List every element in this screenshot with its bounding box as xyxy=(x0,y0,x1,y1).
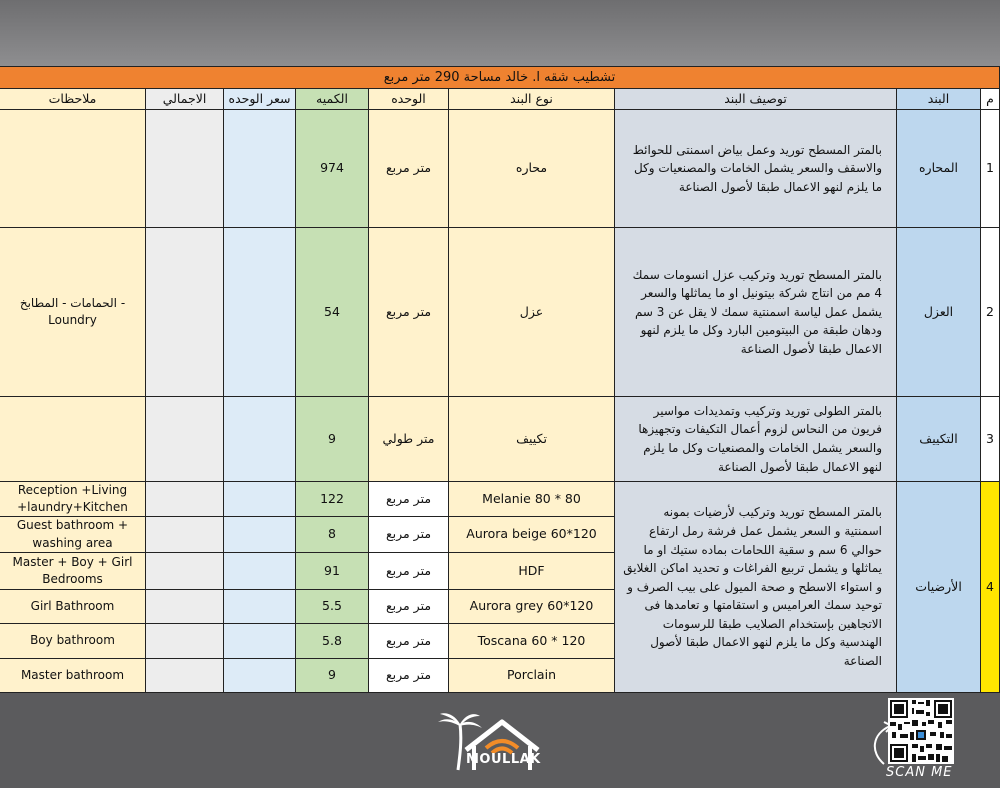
floor-item-1-total xyxy=(146,482,224,517)
floor-item-1-quantity: 122 xyxy=(296,482,369,517)
header-unit-price: سعر الوحده xyxy=(224,89,296,110)
row-2-band: العزل xyxy=(897,228,981,397)
row-3-total xyxy=(146,397,224,482)
row-3-quantity: 9 xyxy=(296,397,369,482)
row-1-total xyxy=(146,110,224,228)
floor-item-6-type: Porclain xyxy=(449,659,615,693)
top-banner xyxy=(0,0,1000,66)
header-number: م xyxy=(981,89,1000,110)
row-1-unit: متر مربع xyxy=(369,110,449,228)
floor-item-4-type: Aurora grey 60*120 xyxy=(449,590,615,624)
floor-item-5-notes: Boy bathroom xyxy=(0,624,146,659)
quotation-sheet xyxy=(0,66,1000,693)
row-4-number: 4 xyxy=(981,482,1000,693)
floor-item-4-quantity: 5.5 xyxy=(296,590,369,624)
floor-item-3-unit-price xyxy=(224,553,296,590)
sheet-title: تشطيب شقه ا. خالد مساحة 290 متر مربع xyxy=(0,66,1000,89)
header-description: توصيف البند xyxy=(615,89,897,110)
header-unit: الوحده xyxy=(369,89,449,110)
row-1-number: 1 xyxy=(981,110,1000,228)
floor-item-3-total xyxy=(146,553,224,590)
floor-item-5-quantity: 5.8 xyxy=(296,624,369,659)
scan-me-label: SCAN ME xyxy=(886,765,953,780)
floor-item-1-unit: متر مربع xyxy=(369,482,449,517)
header-band: البند xyxy=(897,89,981,110)
row-2-description: بالمتر المسطح توريد وتركيب عزل انسومات سمك 4 مم من انتاج شركة بيتونيل او ما يماثلها والسعر يشمل عمل لياسة اسمنتية سمك لا يقل عن 3 سم ودهان طبقة من البيتومين البارد وكل ما يلزم لنهو الاعمال طبقا لأصول الصناعة xyxy=(615,228,897,397)
row-3-unit: متر طولي xyxy=(369,397,449,482)
header-total: الاجمالي xyxy=(146,89,224,110)
row-2-quantity: 54 xyxy=(296,228,369,397)
row-3-number: 3 xyxy=(981,397,1000,482)
floor-item-2-notes: Guest bathroom + washing area xyxy=(0,517,146,553)
floor-item-3-type: HDF xyxy=(449,553,615,590)
header-item-type: نوع البند xyxy=(449,89,615,110)
floor-item-2-total xyxy=(146,517,224,553)
floor-item-6-quantity: 9 xyxy=(296,659,369,693)
logo-text: MOULLAK xyxy=(466,752,541,767)
floor-item-4-total xyxy=(146,590,224,624)
row-1-notes xyxy=(0,110,146,228)
floor-item-4-notes: Girl Bathroom xyxy=(0,590,146,624)
floor-item-6-unit: متر مربع xyxy=(369,659,449,693)
floor-item-6-notes: Master bathroom xyxy=(0,659,146,693)
row-2-item-type: عزل xyxy=(449,228,615,397)
row-4-band: الأرضيات xyxy=(897,482,981,693)
floor-item-6-unit-price xyxy=(224,659,296,693)
row-1-quantity: 974 xyxy=(296,110,369,228)
row-3-item-type: تكييف xyxy=(449,397,615,482)
row-3-description: بالمتر الطولى توريد وتركيب وتمديدات مواسير فريون من النحاس لزوم أعمال التكيفات وتجهيزها والسعر يشمل الخامات والمصنعيات وكل ما يلزم لنهو الاعمال طبقا لأصول الصناعة xyxy=(615,397,897,482)
moullak-logo-icon xyxy=(436,710,568,780)
floor-item-6-total xyxy=(146,659,224,693)
floor-item-1-type: Melanie 80 * 80 xyxy=(449,482,615,517)
floor-item-2-quantity: 8 xyxy=(296,517,369,553)
floor-item-5-total xyxy=(146,624,224,659)
floor-item-2-unit-price xyxy=(224,517,296,553)
row-2-unit-price xyxy=(224,228,296,397)
row-3-notes xyxy=(0,397,146,482)
row-1-band: المحاره xyxy=(897,110,981,228)
floor-item-4-unit: متر مربع xyxy=(369,590,449,624)
floor-item-2-type: Aurora beige 60*120 xyxy=(449,517,615,553)
row-4-description: بالمتر المسطح توريد وتركيب لأرضيات بمونه اسمنتية و السعر يشمل عمل فرشة رمل ارتفاع حوالي 6 سم و سقية اللحامات بماده ستيك او ما يماثلها و يشمل تربيع الفراغات و تحديد اماكن الغلايق و استواء الاسطح و صحة الميول على بيب الصرف و توحيد سمك العراميس و استقامتها و تعامدها فى الاتجاهين بإستخدام الصلايب طبقا للرسومات الهندسية وكل ما يلزم لنهو الاعمال طبقا لأصول الصناعة xyxy=(615,482,897,693)
floor-item-3-notes: Master + Boy + Girl Bedrooms xyxy=(0,553,146,590)
row-3-unit-price xyxy=(224,397,296,482)
qr-code-icon[interactable] xyxy=(888,698,954,764)
row-1-description: بالمتر المسطح توريد وعمل بياض اسمنتى للحوائط والاسقف والسعر يشمل الخامات والمصنعيات وكل ما يلزم لنهو الاعمال طبقا لأصول الصناعة xyxy=(615,110,897,228)
floor-item-3-quantity: 91 xyxy=(296,553,369,590)
floor-item-5-unit-price xyxy=(224,624,296,659)
floor-item-5-type: Toscana 60 * 120 xyxy=(449,624,615,659)
row-1-item-type: محاره xyxy=(449,110,615,228)
floor-item-4-unit-price xyxy=(224,590,296,624)
row-2-number: 2 xyxy=(981,228,1000,397)
floor-item-5-unit: متر مربع xyxy=(369,624,449,659)
floor-item-1-unit-price xyxy=(224,482,296,517)
header-notes: ملاحظات xyxy=(0,89,146,110)
row-2-unit: متر مربع xyxy=(369,228,449,397)
row-1-unit-price xyxy=(224,110,296,228)
floor-item-2-unit: متر مربع xyxy=(369,517,449,553)
header-quantity: الكميه xyxy=(296,89,369,110)
row-2-total xyxy=(146,228,224,397)
row-2-notes: الحمامات - المطابخ - Loundry xyxy=(0,228,146,397)
floor-item-1-notes: Reception +Living +laundry+Kitchen xyxy=(0,482,146,517)
floor-item-3-unit: متر مربع xyxy=(369,553,449,590)
row-3-band: التكييف xyxy=(897,397,981,482)
